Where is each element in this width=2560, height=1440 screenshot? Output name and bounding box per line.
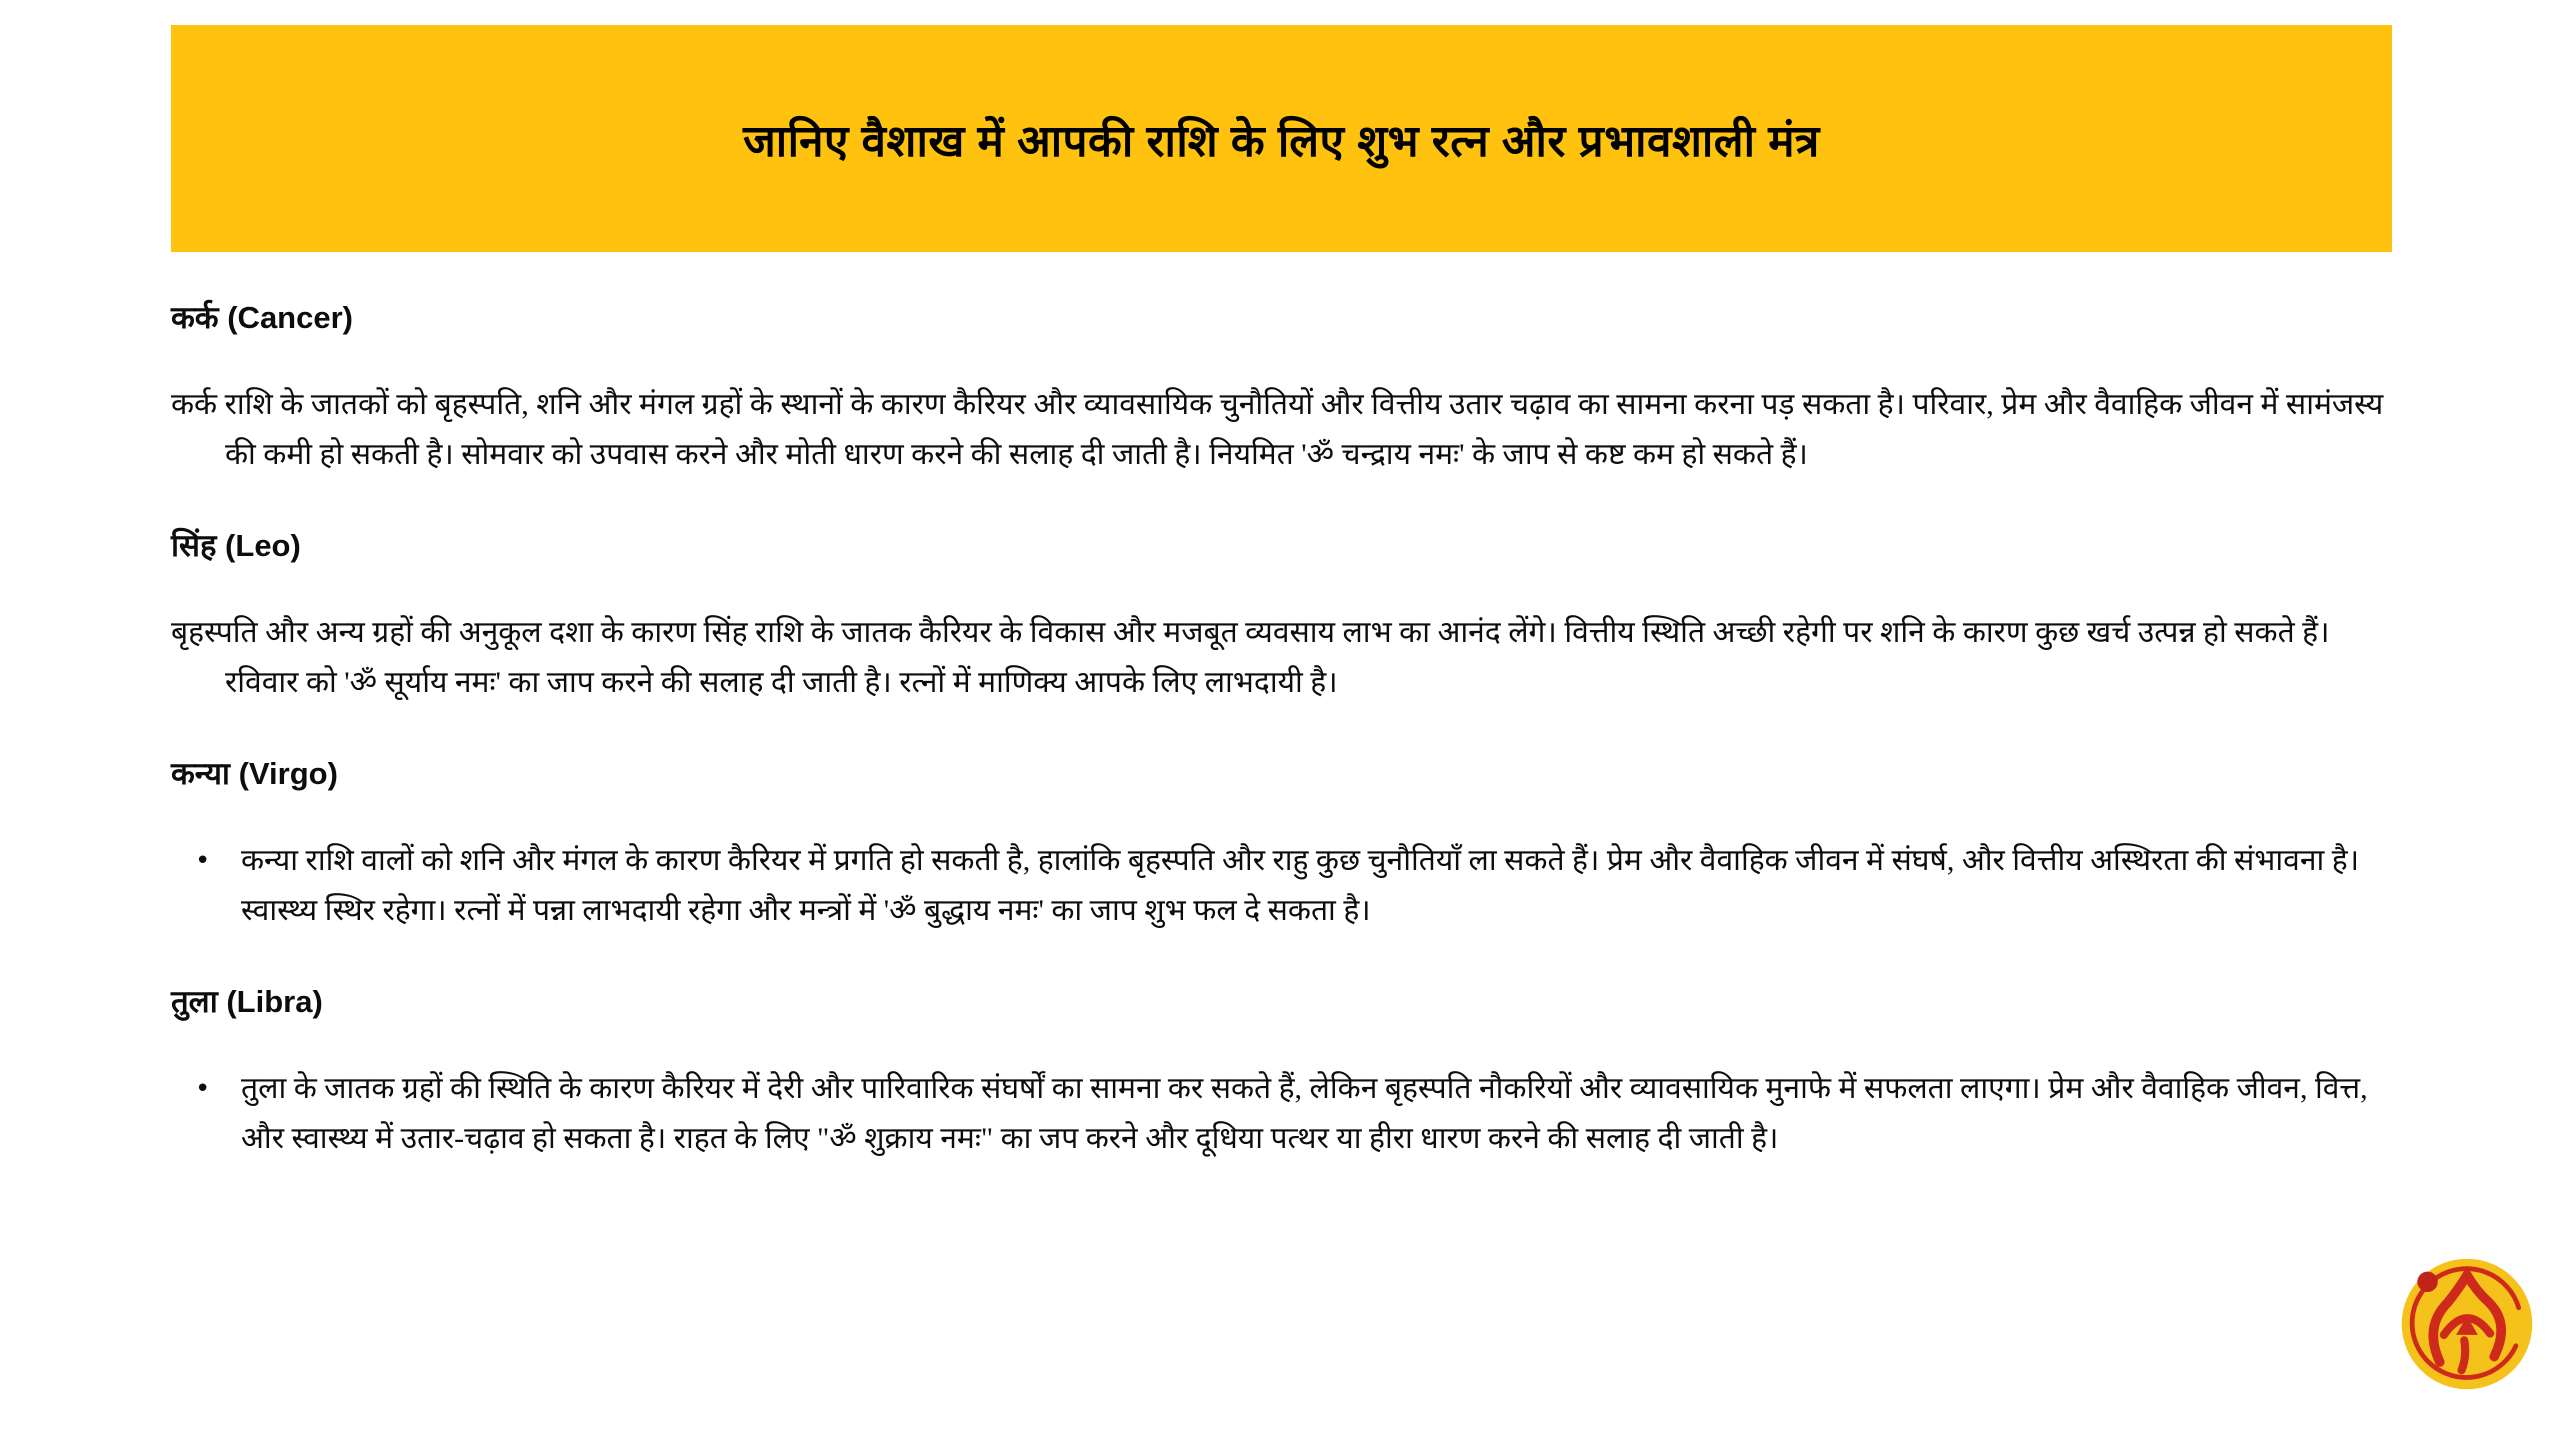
section-text-virgo — [171, 836, 2393, 936]
section-text-libra — [171, 1064, 2393, 1164]
brand-logo — [2399, 1256, 2535, 1392]
brand-logo-icon — [2399, 1256, 2535, 1392]
page-title: जानिए वैशाख में आपकी राशि के लिए शुभ रत्न और प्रभावशाली मंत्र — [743, 116, 1820, 166]
section-text-virgo-body: कन्या राशि वालों को शनि और मंगल के कारण कैरियर में प्रगति हो सकती है, हालांकि बृहस्पति और राहु कुछ चुनौतियाँ ला सकते हैं। प्रेम और वैवाहिक जीवन में संघर्ष, और वित्तीय अस्थिरता की संभावना है। स्वास्थ्य स्थिर रहेगा। रत्नों में पन्ना लाभदायी रहेगा और मन्त्रों में 'ॐ बुद्धाय नमः' का जाप शुभ फल दे सकता है। — [241, 844, 2360, 927]
section-text-leo: बृहस्पति और अन्य ग्रहों की अनुकूल दशा के कारण सिंह राशि के जातक कैरियर के विकास और मजबूत व्यवसाय लाभ का आनंद लेंगे। वित्तीय स्थिति अच्छी रहेगी पर शनि के कारण कुछ खर्च उत्पन्न हो सकते हैं। रविवार को 'ॐ सूर्याय नमः' का जाप करने की सलाह दी जाती है। रत्नों में माणिक्य आपके लिए लाभदायी है। — [171, 616, 2330, 699]
bullet-marker: • — [195, 846, 211, 876]
section-heading-cancer: कर्क (Cancer) — [171, 300, 353, 335]
section-text-libra-body: तुला के जातक ग्रहों की स्थिति के कारण कैरियर में देरी और पारिवारिक संघर्षों का सामना कर सकते हैं, लेकिन बृहस्पति नौकरियों और व्यावसायिक मुनाफे में सफलता लाएगा। प्रेम और वैवाहिक जीवन, वित्त, और स्वास्थ्य में उतार-चढ़ाव हो सकता है। राहत के लिए "ॐ शुक्राय नमः" का जप करने और दूधिया पत्थर या हीरा धारण करने की सलाह दी जाती है। — [241, 1072, 2368, 1155]
header-banner — [171, 25, 2392, 252]
section-heading-leo: सिंह (Leo) — [171, 528, 301, 563]
article-body — [171, 252, 2393, 1164]
bullet-marker: • — [195, 1074, 211, 1104]
section-heading-virgo: कन्या (Virgo) — [171, 756, 338, 791]
section-heading-libra: तुला (Libra) — [171, 984, 323, 1019]
section-text-cancer: कर्क राशि के जातकों को बृहस्पति, शनि और मंगल ग्रहों के स्थानों के कारण कैरियर और व्यावसायिक चुनौतियों और वित्तीय उतार चढ़ाव का सामना करना पड़ सकता है। परिवार, प्रेम और वैवाहिक जीवन में सामंजस्य की कमी हो सकती है। सोमवार को उपवास करने और मोती धारण करने की सलाह दी जाती है। नियमित 'ॐ चन्द्राय नमः' के जाप से कष्ट कम हो सकते हैं। — [171, 388, 2384, 471]
